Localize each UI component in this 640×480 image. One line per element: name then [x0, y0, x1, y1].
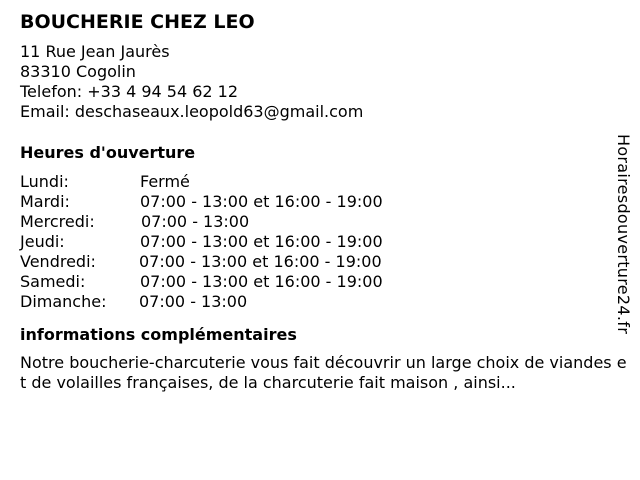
address-city: 83310 Cogolin	[20, 62, 136, 81]
hours-row-mardi	[20, 192, 620, 212]
address-street: 11 Rue Jean Jaurès	[20, 42, 170, 61]
hours-row-samedi	[20, 272, 620, 292]
hours-row-vendredi	[20, 252, 620, 272]
day-label: Lundi:	[20, 172, 69, 191]
day-hours: 07:00 - 13:00 et 16:00 - 19:00	[140, 272, 383, 291]
day-label: Mercredi:	[20, 212, 95, 231]
day-label: Mardi:	[20, 192, 70, 211]
day-hours: Fermé	[140, 172, 190, 191]
day-hours: 07:00 - 13:00	[139, 292, 248, 311]
hours-row-mercredi	[20, 212, 620, 232]
phone-number: Telefon: +33 4 94 54 62 12	[20, 82, 239, 101]
hours-row-jeudi	[20, 232, 620, 252]
day-label: Vendredi:	[20, 252, 96, 271]
site-watermark: Horairesdouverture24.fr	[614, 134, 633, 335]
email-address: Email: deschaseaux.leopold63@gmail.com	[20, 102, 364, 121]
hours-heading: Heures d'ouverture	[20, 143, 196, 162]
day-label: Samedi:	[20, 272, 86, 291]
business-name: BOUCHERIE CHEZ LEO	[20, 11, 255, 33]
info-heading: informations complémentaires	[20, 325, 297, 344]
info-description: Notre boucherie-charcuterie vous fait découvrir un large choix de viandes et de volailles françaises, de la charcuterie fait maison , ainsi...	[20, 353, 627, 392]
hours-row-dimanche	[20, 292, 620, 312]
day-hours: 07:00 - 13:00 et 16:00 - 19:00	[140, 232, 383, 251]
hours-row-lundi	[20, 172, 620, 192]
day-hours: 07:00 - 13:00	[141, 212, 250, 231]
day-label: Dimanche:	[20, 292, 107, 311]
day-hours: 07:00 - 13:00 et 16:00 - 19:00	[139, 252, 382, 271]
day-hours: 07:00 - 13:00 et 16:00 - 19:00	[140, 192, 383, 211]
hours-table	[20, 172, 620, 312]
day-label: Jeudi:	[20, 232, 65, 251]
